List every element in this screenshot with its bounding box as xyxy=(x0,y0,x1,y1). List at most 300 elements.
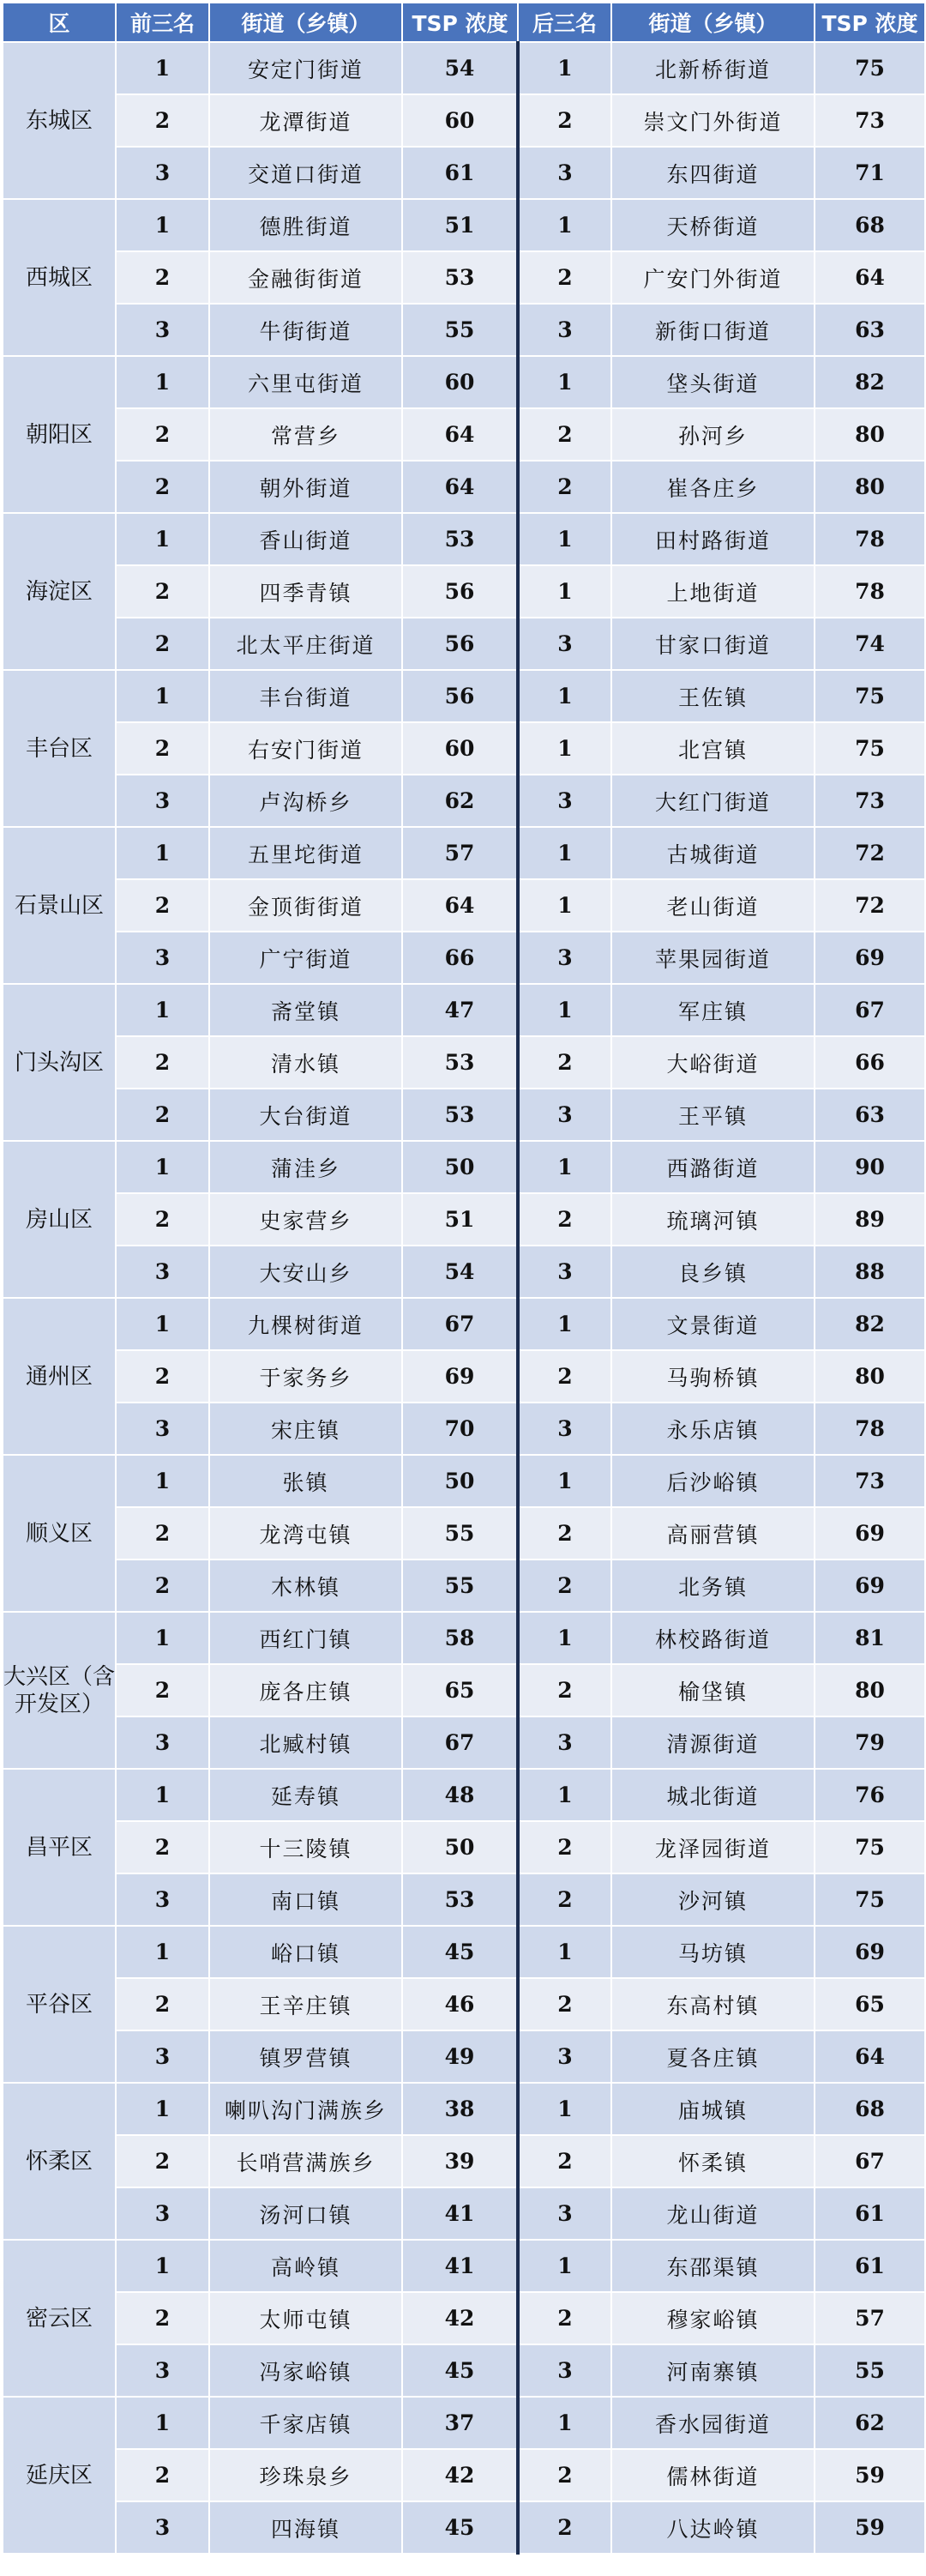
top-rank-cell: 2 xyxy=(116,1193,209,1246)
bottom-street-cell: 广安门外街道 xyxy=(611,251,815,304)
bottom-tsp-cell: 63 xyxy=(815,1089,925,1141)
top-street-cell: 大安山乡 xyxy=(209,1246,402,1298)
bottom-street-cell: 古城街道 xyxy=(611,827,815,879)
top-rank-cell: 1 xyxy=(116,1141,209,1193)
bottom-tsp-cell: 76 xyxy=(815,1769,925,1821)
top-rank-cell: 2 xyxy=(116,618,209,670)
bottom-rank-cell: 2 xyxy=(518,1193,611,1246)
bottom-rank-cell: 1 xyxy=(518,2397,611,2449)
bottom-tsp-cell: 88 xyxy=(815,1246,925,1298)
bottom-street-cell: 大红门街道 xyxy=(611,775,815,827)
bottom-tsp-cell: 67 xyxy=(815,984,925,1036)
bottom-rank-cell: 2 xyxy=(518,1873,611,1926)
bottom-rank-cell: 3 xyxy=(518,1246,611,1298)
top-street-cell: 丰台街道 xyxy=(209,670,402,722)
bottom-rank-cell: 2 xyxy=(518,1821,611,1873)
top-rank-cell: 3 xyxy=(116,1716,209,1769)
bottom-tsp-cell: 69 xyxy=(815,1507,925,1559)
bottom-street-cell: 东邵渠镇 xyxy=(611,2240,815,2292)
top-street-cell: 宋庄镇 xyxy=(209,1403,402,1455)
district-cell: 石景山区 xyxy=(3,827,116,984)
bottom-street-cell: 崔各庄乡 xyxy=(611,461,815,513)
bottom-tsp-cell: 73 xyxy=(815,1455,925,1507)
top-tsp-cell: 60 xyxy=(402,722,518,775)
bottom-street-cell: 天桥街道 xyxy=(611,199,815,251)
top-street-cell: 峪口镇 xyxy=(209,1926,402,1978)
top-rank-cell: 1 xyxy=(116,513,209,565)
top-tsp-cell: 57 xyxy=(402,827,518,879)
bottom-rank-cell: 1 xyxy=(518,722,611,775)
top-street-cell: 卢沟桥乡 xyxy=(209,775,402,827)
bottom-rank-cell: 1 xyxy=(518,984,611,1036)
bottom-rank-cell: 1 xyxy=(518,1926,611,1978)
top-tsp-cell: 67 xyxy=(402,1298,518,1350)
top-tsp-cell: 53 xyxy=(402,1089,518,1141)
table-row xyxy=(3,1298,925,1350)
bottom-street-cell: 崇文门外街道 xyxy=(611,94,815,147)
top-rank-cell: 1 xyxy=(116,1612,209,1664)
top-rank-cell: 2 xyxy=(116,879,209,932)
top-tsp-cell: 64 xyxy=(402,408,518,461)
table-row xyxy=(3,1978,925,2030)
top-rank-cell: 3 xyxy=(116,2187,209,2240)
top-tsp-cell: 53 xyxy=(402,251,518,304)
table-row xyxy=(3,1455,925,1507)
bottom-tsp-cell: 63 xyxy=(815,304,925,356)
bottom-tsp-cell: 90 xyxy=(815,1141,925,1193)
bottom-tsp-cell: 80 xyxy=(815,461,925,513)
top-tsp-cell: 62 xyxy=(402,775,518,827)
top-street-cell: 蒲洼乡 xyxy=(209,1141,402,1193)
table-row xyxy=(3,2135,925,2187)
top-street-cell: 四季青镇 xyxy=(209,565,402,618)
bottom-tsp-cell: 73 xyxy=(815,94,925,147)
bottom-rank-cell: 2 xyxy=(518,1350,611,1403)
top-street-cell: 于家务乡 xyxy=(209,1350,402,1403)
header-bottom-street: 街道（乡镇） xyxy=(611,3,815,42)
bottom-tsp-cell: 81 xyxy=(815,1612,925,1664)
top-tsp-cell: 39 xyxy=(402,2135,518,2187)
bottom-tsp-cell: 62 xyxy=(815,2397,925,2449)
top-rank-cell: 1 xyxy=(116,1298,209,1350)
table-row xyxy=(3,1821,925,1873)
top-rank-cell: 3 xyxy=(116,2030,209,2083)
table-row xyxy=(3,1403,925,1455)
table-row xyxy=(3,356,925,408)
bottom-tsp-cell: 89 xyxy=(815,1193,925,1246)
bottom-rank-cell: 1 xyxy=(518,1298,611,1350)
top-tsp-cell: 56 xyxy=(402,565,518,618)
tsp-ranking-table xyxy=(2,2,926,2555)
bottom-tsp-cell: 69 xyxy=(815,1926,925,1978)
top-street-cell: 朝外街道 xyxy=(209,461,402,513)
district-cell: 大兴区（含开发区） xyxy=(3,1612,116,1769)
table-row xyxy=(3,1141,925,1193)
top-tsp-cell: 49 xyxy=(402,2030,518,2083)
table-row xyxy=(3,94,925,147)
top-tsp-cell: 38 xyxy=(402,2083,518,2135)
top-tsp-cell: 54 xyxy=(402,1246,518,1298)
table-row xyxy=(3,2187,925,2240)
top-tsp-cell: 65 xyxy=(402,1664,518,1716)
table-row xyxy=(3,2292,925,2344)
bottom-street-cell: 庙城镇 xyxy=(611,2083,815,2135)
top-street-cell: 延寿镇 xyxy=(209,1769,402,1821)
header-bottom-rank: 后三名 xyxy=(518,3,611,42)
bottom-rank-cell: 3 xyxy=(518,1403,611,1455)
top-street-cell: 冯家峪镇 xyxy=(209,2344,402,2397)
top-rank-cell: 2 xyxy=(116,565,209,618)
bottom-street-cell: 王平镇 xyxy=(611,1089,815,1141)
table-row xyxy=(3,670,925,722)
top-rank-cell: 3 xyxy=(116,1403,209,1455)
top-tsp-cell: 55 xyxy=(402,1507,518,1559)
top-tsp-cell: 69 xyxy=(402,1350,518,1403)
table-row xyxy=(3,2449,925,2501)
bottom-tsp-cell: 69 xyxy=(815,932,925,984)
top-street-cell: 五里坨街道 xyxy=(209,827,402,879)
top-street-cell: 镇罗营镇 xyxy=(209,2030,402,2083)
top-tsp-cell: 64 xyxy=(402,461,518,513)
table-row xyxy=(3,1246,925,1298)
top-tsp-cell: 48 xyxy=(402,1769,518,1821)
district-cell: 顺义区 xyxy=(3,1455,116,1612)
top-street-cell: 喇叭沟门满族乡 xyxy=(209,2083,402,2135)
top-rank-cell: 1 xyxy=(116,1926,209,1978)
bottom-street-cell: 东高村镇 xyxy=(611,1978,815,2030)
bottom-tsp-cell: 61 xyxy=(815,2187,925,2240)
top-rank-cell: 2 xyxy=(116,94,209,147)
bottom-tsp-cell: 68 xyxy=(815,2083,925,2135)
bottom-rank-cell: 3 xyxy=(518,304,611,356)
bottom-tsp-cell: 72 xyxy=(815,827,925,879)
table-row xyxy=(3,2397,925,2449)
top-tsp-cell: 70 xyxy=(402,1403,518,1455)
table-row xyxy=(3,513,925,565)
table-row xyxy=(3,932,925,984)
bottom-tsp-cell: 59 xyxy=(815,2501,925,2554)
table-row xyxy=(3,1926,925,1978)
top-rank-cell: 2 xyxy=(116,1978,209,2030)
bottom-rank-cell: 3 xyxy=(518,2187,611,2240)
top-street-cell: 六里屯街道 xyxy=(209,356,402,408)
bottom-tsp-cell: 64 xyxy=(815,251,925,304)
top-tsp-cell: 50 xyxy=(402,1821,518,1873)
bottom-street-cell: 西潞街道 xyxy=(611,1141,815,1193)
district-cell: 西城区 xyxy=(3,199,116,356)
bottom-tsp-cell: 75 xyxy=(815,1873,925,1926)
district-cell: 怀柔区 xyxy=(3,2083,116,2240)
bottom-street-cell: 儒林街道 xyxy=(611,2449,815,2501)
bottom-street-cell: 河南寨镇 xyxy=(611,2344,815,2397)
bottom-rank-cell: 3 xyxy=(518,2344,611,2397)
table-row xyxy=(3,1193,925,1246)
district-cell: 朝阳区 xyxy=(3,356,116,513)
top-tsp-cell: 56 xyxy=(402,618,518,670)
bottom-tsp-cell: 80 xyxy=(815,1350,925,1403)
top-rank-cell: 2 xyxy=(116,1507,209,1559)
top-tsp-cell: 54 xyxy=(402,42,518,94)
bottom-street-cell: 垡头街道 xyxy=(611,356,815,408)
bottom-rank-cell: 2 xyxy=(518,461,611,513)
top-street-cell: 庞各庄镇 xyxy=(209,1664,402,1716)
bottom-tsp-cell: 78 xyxy=(815,513,925,565)
top-tsp-cell: 41 xyxy=(402,2187,518,2240)
top-rank-cell: 1 xyxy=(116,356,209,408)
table-row xyxy=(3,618,925,670)
bottom-rank-cell: 1 xyxy=(518,1769,611,1821)
table-row xyxy=(3,1089,925,1141)
bottom-rank-cell: 1 xyxy=(518,42,611,94)
top-rank-cell: 1 xyxy=(116,827,209,879)
bottom-street-cell: 龙泽园街道 xyxy=(611,1821,815,1873)
bottom-rank-cell: 1 xyxy=(518,1141,611,1193)
top-street-cell: 广宁街道 xyxy=(209,932,402,984)
bottom-tsp-cell: 57 xyxy=(815,2292,925,2344)
top-street-cell: 太师屯镇 xyxy=(209,2292,402,2344)
bottom-street-cell: 怀柔镇 xyxy=(611,2135,815,2187)
header-row xyxy=(3,3,925,42)
bottom-street-cell: 文景街道 xyxy=(611,1298,815,1350)
bottom-tsp-cell: 64 xyxy=(815,2030,925,2083)
top-tsp-cell: 45 xyxy=(402,2501,518,2554)
top-street-cell: 交道口街道 xyxy=(209,147,402,199)
table-row xyxy=(3,827,925,879)
top-rank-cell: 2 xyxy=(116,461,209,513)
top-street-cell: 南口镇 xyxy=(209,1873,402,1926)
bottom-street-cell: 夏各庄镇 xyxy=(611,2030,815,2083)
bottom-rank-cell: 2 xyxy=(518,2292,611,2344)
table-row xyxy=(3,2501,925,2554)
bottom-street-cell: 清源街道 xyxy=(611,1716,815,1769)
bottom-street-cell: 上地街道 xyxy=(611,565,815,618)
table-row xyxy=(3,565,925,618)
table-row xyxy=(3,1716,925,1769)
table-row xyxy=(3,1664,925,1716)
top-rank-cell: 2 xyxy=(116,722,209,775)
top-tsp-cell: 53 xyxy=(402,1873,518,1926)
top-tsp-cell: 50 xyxy=(402,1141,518,1193)
top-street-cell: 香山街道 xyxy=(209,513,402,565)
table-row xyxy=(3,984,925,1036)
bottom-rank-cell: 1 xyxy=(518,2083,611,2135)
table-row xyxy=(3,42,925,94)
top-rank-cell: 3 xyxy=(116,932,209,984)
top-street-cell: 龙潭街道 xyxy=(209,94,402,147)
bottom-tsp-cell: 79 xyxy=(815,1716,925,1769)
top-street-cell: 安定门街道 xyxy=(209,42,402,94)
bottom-tsp-cell: 71 xyxy=(815,147,925,199)
bottom-street-cell: 永乐店镇 xyxy=(611,1403,815,1455)
bottom-rank-cell: 2 xyxy=(518,1978,611,2030)
top-street-cell: 西红门镇 xyxy=(209,1612,402,1664)
bottom-street-cell: 苹果园街道 xyxy=(611,932,815,984)
table-row xyxy=(3,1507,925,1559)
bottom-rank-cell: 3 xyxy=(518,147,611,199)
district-cell: 门头沟区 xyxy=(3,984,116,1141)
bottom-street-cell: 大峪街道 xyxy=(611,1036,815,1089)
bottom-tsp-cell: 68 xyxy=(815,199,925,251)
top-street-cell: 北太平庄街道 xyxy=(209,618,402,670)
table-row xyxy=(3,251,925,304)
bottom-rank-cell: 1 xyxy=(518,827,611,879)
bottom-rank-cell: 1 xyxy=(518,199,611,251)
top-tsp-cell: 50 xyxy=(402,1455,518,1507)
district-cell: 海淀区 xyxy=(3,513,116,670)
header-top-rank: 前三名 xyxy=(116,3,209,42)
table-row xyxy=(3,2030,925,2083)
top-street-cell: 清水镇 xyxy=(209,1036,402,1089)
table-row xyxy=(3,461,925,513)
top-rank-cell: 1 xyxy=(116,984,209,1036)
bottom-rank-cell: 2 xyxy=(518,1559,611,1612)
table-body xyxy=(3,42,925,2554)
bottom-street-cell: 新街口街道 xyxy=(611,304,815,356)
top-rank-cell: 1 xyxy=(116,2240,209,2292)
bottom-tsp-cell: 80 xyxy=(815,1664,925,1716)
top-street-cell: 汤河口镇 xyxy=(209,2187,402,2240)
table-row xyxy=(3,1350,925,1403)
bottom-street-cell: 沙河镇 xyxy=(611,1873,815,1926)
bottom-street-cell: 香水园街道 xyxy=(611,2397,815,2449)
bottom-street-cell: 林校路街道 xyxy=(611,1612,815,1664)
bottom-street-cell: 王佐镇 xyxy=(611,670,815,722)
top-street-cell: 长哨营满族乡 xyxy=(209,2135,402,2187)
top-street-cell: 四海镇 xyxy=(209,2501,402,2554)
bottom-rank-cell: 1 xyxy=(518,879,611,932)
bottom-tsp-cell: 75 xyxy=(815,1821,925,1873)
bottom-rank-cell: 3 xyxy=(518,1716,611,1769)
bottom-street-cell: 军庄镇 xyxy=(611,984,815,1036)
bottom-tsp-cell: 72 xyxy=(815,879,925,932)
bottom-rank-cell: 3 xyxy=(518,775,611,827)
top-street-cell: 大台街道 xyxy=(209,1089,402,1141)
table-row xyxy=(3,199,925,251)
bottom-tsp-cell: 82 xyxy=(815,1298,925,1350)
bottom-street-cell: 北宫镇 xyxy=(611,722,815,775)
bottom-street-cell: 高丽营镇 xyxy=(611,1507,815,1559)
bottom-street-cell: 北新桥街道 xyxy=(611,42,815,94)
bottom-street-cell: 八达岭镇 xyxy=(611,2501,815,2554)
top-street-cell: 史家营乡 xyxy=(209,1193,402,1246)
top-street-cell: 珍珠泉乡 xyxy=(209,2449,402,2501)
district-cell: 延庆区 xyxy=(3,2397,116,2554)
table-row xyxy=(3,722,925,775)
top-rank-cell: 3 xyxy=(116,2501,209,2554)
top-rank-cell: 2 xyxy=(116,1089,209,1141)
top-street-cell: 金顶街街道 xyxy=(209,879,402,932)
top-street-cell: 千家店镇 xyxy=(209,2397,402,2449)
bottom-rank-cell: 1 xyxy=(518,513,611,565)
top-street-cell: 金融街街道 xyxy=(209,251,402,304)
bottom-street-cell: 马坊镇 xyxy=(611,1926,815,1978)
bottom-tsp-cell: 69 xyxy=(815,1559,925,1612)
district-cell: 昌平区 xyxy=(3,1769,116,1926)
bottom-street-cell: 榆垡镇 xyxy=(611,1664,815,1716)
bottom-street-cell: 城北街道 xyxy=(611,1769,815,1821)
top-rank-cell: 3 xyxy=(116,775,209,827)
top-rank-cell: 1 xyxy=(116,199,209,251)
top-street-cell: 王辛庄镇 xyxy=(209,1978,402,2030)
top-rank-cell: 3 xyxy=(116,2344,209,2397)
top-tsp-cell: 66 xyxy=(402,932,518,984)
top-rank-cell: 2 xyxy=(116,1821,209,1873)
table-row xyxy=(3,879,925,932)
bottom-rank-cell: 2 xyxy=(518,2501,611,2554)
top-street-cell: 常营乡 xyxy=(209,408,402,461)
bottom-rank-cell: 3 xyxy=(518,2030,611,2083)
top-rank-cell: 2 xyxy=(116,1350,209,1403)
bottom-street-cell: 田村路街道 xyxy=(611,513,815,565)
top-street-cell: 张镇 xyxy=(209,1455,402,1507)
bottom-tsp-cell: 78 xyxy=(815,1403,925,1455)
top-street-cell: 龙湾屯镇 xyxy=(209,1507,402,1559)
top-tsp-cell: 64 xyxy=(402,879,518,932)
top-tsp-cell: 37 xyxy=(402,2397,518,2449)
bottom-street-cell: 后沙峪镇 xyxy=(611,1455,815,1507)
top-rank-cell: 2 xyxy=(116,1664,209,1716)
top-tsp-cell: 67 xyxy=(402,1716,518,1769)
top-tsp-cell: 55 xyxy=(402,304,518,356)
top-rank-cell: 1 xyxy=(116,42,209,94)
top-rank-cell: 2 xyxy=(116,1559,209,1612)
table-row xyxy=(3,147,925,199)
table-row xyxy=(3,2083,925,2135)
bottom-rank-cell: 1 xyxy=(518,670,611,722)
bottom-street-cell: 东四街道 xyxy=(611,147,815,199)
bottom-tsp-cell: 82 xyxy=(815,356,925,408)
bottom-rank-cell: 1 xyxy=(518,565,611,618)
top-rank-cell: 2 xyxy=(116,2449,209,2501)
district-cell: 平谷区 xyxy=(3,1926,116,2083)
header-bottom-tsp: TSP 浓度 xyxy=(815,3,925,42)
bottom-tsp-cell: 55 xyxy=(815,2344,925,2397)
top-street-cell: 北臧村镇 xyxy=(209,1716,402,1769)
bottom-tsp-cell: 78 xyxy=(815,565,925,618)
top-street-cell: 斋堂镇 xyxy=(209,984,402,1036)
top-tsp-cell: 45 xyxy=(402,2344,518,2397)
top-rank-cell: 1 xyxy=(116,2083,209,2135)
top-rank-cell: 2 xyxy=(116,1036,209,1089)
bottom-street-cell: 良乡镇 xyxy=(611,1246,815,1298)
top-tsp-cell: 53 xyxy=(402,1036,518,1089)
bottom-street-cell: 老山街道 xyxy=(611,879,815,932)
bottom-rank-cell: 2 xyxy=(518,2135,611,2187)
bottom-rank-cell: 3 xyxy=(518,618,611,670)
top-rank-cell: 1 xyxy=(116,1455,209,1507)
top-rank-cell: 2 xyxy=(116,2135,209,2187)
bottom-street-cell: 马驹桥镇 xyxy=(611,1350,815,1403)
bottom-street-cell: 穆家峪镇 xyxy=(611,2292,815,2344)
district-cell: 丰台区 xyxy=(3,670,116,827)
top-street-cell: 木林镇 xyxy=(209,1559,402,1612)
top-rank-cell: 3 xyxy=(116,304,209,356)
district-cell: 房山区 xyxy=(3,1141,116,1298)
top-tsp-cell: 55 xyxy=(402,1559,518,1612)
header-district: 区 xyxy=(3,3,116,42)
top-tsp-cell: 60 xyxy=(402,94,518,147)
bottom-rank-cell: 3 xyxy=(518,1089,611,1141)
bottom-rank-cell: 2 xyxy=(518,2449,611,2501)
district-cell: 密云区 xyxy=(3,2240,116,2397)
top-tsp-cell: 56 xyxy=(402,670,518,722)
top-tsp-cell: 42 xyxy=(402,2292,518,2344)
top-tsp-cell: 51 xyxy=(402,1193,518,1246)
bottom-tsp-cell: 65 xyxy=(815,1978,925,2030)
header-top-street: 街道（乡镇） xyxy=(209,3,402,42)
bottom-rank-cell: 2 xyxy=(518,1664,611,1716)
bottom-tsp-cell: 73 xyxy=(815,775,925,827)
